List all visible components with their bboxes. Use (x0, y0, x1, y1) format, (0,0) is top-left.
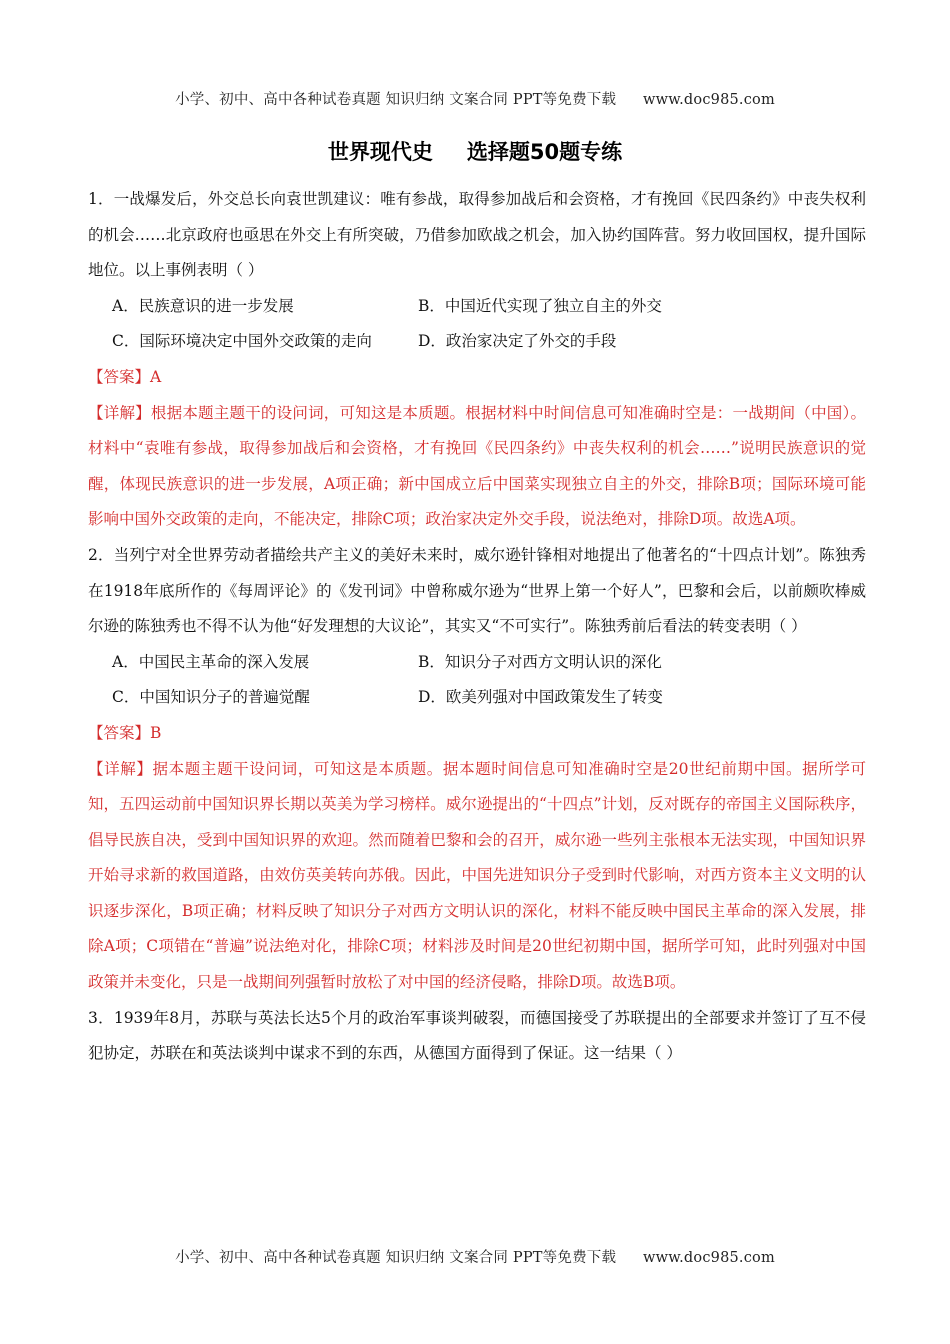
q1-option-b: B．中国近代实现了独立自主的外交 (418, 296, 662, 315)
title-left: 世界现代史 (327, 140, 433, 164)
footer-url-link[interactable]: www.doc985.com (642, 1250, 775, 1266)
q1-option-a: A．民族意识的进一步发展 (112, 296, 294, 315)
q1-options-row-2 (88, 324, 866, 360)
q2-answer: 【答案】B (88, 723, 162, 742)
header-text: 小学、初中、高中各种试卷真题 知识归纳 文案合同 PPT等免费下载 (175, 92, 617, 108)
q1-explanation: 【详解】根据本题主题干的设问词，可知这是本质题。根据材料中时间信息可知准确时空是：一战期间（中国）。材料中“袁唯有参战，取得参加战后和会资格，才有挽回《民四条约》中丧失权利的机会……”说明民族意识的觉醒，体现民族意识的进一步发展，A项正确；新中国成立后中国菜实现独立自主的外交，排除B项；国际环境可能影响中国外交政策的走向，不能决定，排除C项；政治家决定外交手段，说法绝对，排除D项。故选A项。 (88, 403, 866, 529)
q2-option-d: D．欧美列强对中国政策发生了转变 (418, 688, 663, 707)
title-right: 选择题50题专练 (466, 140, 623, 164)
page-title (0, 136, 950, 166)
q1-stem: 1．一战爆发后，外交总长向袁世凯建议：唯有参战，取得参加战后和会资格，才有挽回《民四条约》中丧失权利的机会……北京政府也亟思在外交上有所突破，乃借参加欧战之机会，加入协约国阵营。努力收回国权，提升国际地位。以上事例表明（ ） (88, 190, 866, 280)
q1-option-c: C．国际环境决定中国外交政策的走向 (112, 332, 372, 351)
page-footer (0, 1246, 950, 1267)
q2-stem: 2．当列宁对全世界劳动者描绘共产主义的美好未来时，威尔逊针锋相对地提出了他著名的“十四点计划”。陈独秀在1918年底所作的《每周评论》的《发刊词》中曾称威尔逊为“世界上第一个好人”，巴黎和会后，以前颇吹棒威尔逊的陈独秀也不得不认为他“好发理想的大议论”，其实又“不可实行”。陈独秀前后看法的转变表明（ ） (88, 545, 866, 636)
q1-option-d: D．政治家决定了外交的手段 (418, 332, 617, 351)
q2-option-a: A．中国民主革命的深入发展 (112, 652, 310, 671)
q2-option-c: C．中国知识分子的普遍觉醒 (112, 688, 310, 707)
header-url-link[interactable]: www.doc985.com (642, 92, 775, 108)
q2-options-row-2 (88, 680, 866, 716)
q1-answer: 【答案】A (88, 367, 162, 386)
q1-options-row-1 (88, 289, 866, 325)
page-header (0, 88, 950, 109)
q2-explanation: 【详解】据本题主题干设问词，可知这是本质题。据本题时间信息可知准确时空是20世纪前期中国。据所学可知，五四运动前中国知识界长期以英美为学习榜样。威尔逊提出的“十四点”计划，反对既存的帝国主义国际秩序，倡导民族自决，受到中国知识界的欢迎。然而随着巴黎和会的召开，威尔逊一些列主张根本无法实现，中国知识界开始寻求新的救国道路，由效仿英美转向苏俄。因此，中国先进知识分子受到时代影响，对西方资本主义文明的认识逐步深化，B项正确；材料反映了知识分子对西方文明认识的深化，材料不能反映中国民主革命的深入发展，排除A项；C项错在“普遍”说法绝对化，排除C项；材料涉及时间是20世纪初期中国，据所学可知，此时列强对中国政策并未变化，只是一战期间列强暂时放松了对中国的经济侵略，排除D项。故选B项。 (88, 759, 866, 992)
q2-options-row-1 (88, 645, 866, 681)
q3-stem: 3．1939年8月，苏联与英法长达5个月的政治军事谈判破裂，而德国接受了苏联提出的全部要求并签订了互不侵犯协定，苏联在和英法谈判中谋求不到的东西，从德国方面得到了保证。这一结果（ ） (88, 1008, 866, 1063)
q2-option-b: B．知识分子对西方文明认识的深化 (418, 652, 662, 671)
question-list (88, 182, 866, 1072)
footer-text: 小学、初中、高中各种试卷真题 知识归纳 文案合同 PPT等免费下载 (175, 1250, 617, 1266)
